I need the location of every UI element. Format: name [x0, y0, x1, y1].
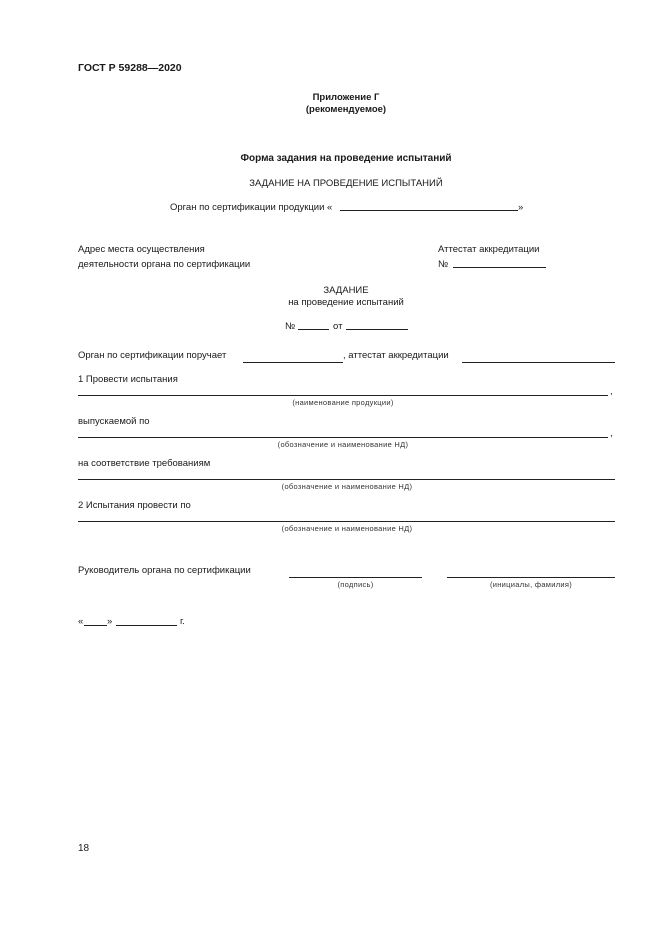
head-label: Руководитель органа по сертификации: [78, 565, 251, 576]
product-name-field[interactable]: [78, 395, 608, 396]
date-month-field[interactable]: [116, 625, 177, 626]
caption-product: (наименование продукции): [292, 398, 394, 407]
instructs-attestat-label: , аттестат аккредитации: [343, 350, 449, 361]
item1-label: 1 Провести испытания: [78, 374, 178, 385]
initials-field[interactable]: [447, 577, 615, 578]
organ-label: Орган по сертификации продукции «: [170, 202, 333, 213]
date-year-label: г.: [180, 616, 185, 627]
produced-by-comma: ,: [610, 428, 613, 439]
signature-field[interactable]: [289, 577, 422, 578]
caption-nd-3: (обозначение и наименование НД): [281, 524, 413, 533]
attestat-label: Аттестат аккредитации: [438, 244, 540, 255]
task-number-sign: №: [285, 321, 296, 332]
compliance-label: на соответствие требованиям: [78, 458, 211, 469]
caption-initials: (инициалы, фамилия): [489, 580, 573, 589]
task-number-field[interactable]: [298, 329, 329, 330]
instructs-label: Орган по сертификации поручает: [78, 350, 227, 361]
caption-nd-2: (обозначение и наименование НД): [281, 482, 413, 491]
compliance-nd-field[interactable]: [78, 479, 615, 480]
date-open-quote: «: [78, 616, 84, 627]
task-subtitle: на проведение испытаний: [288, 297, 404, 308]
appendix-subtitle: (рекомендуемое): [305, 104, 387, 115]
task-title: ЗАДАНИЕ: [323, 285, 369, 296]
attestat-number-sign: №: [438, 259, 449, 270]
form-heading: ЗАДАНИЕ НА ПРОВЕДЕНИЕ ИСПЫТАНИЙ: [249, 178, 443, 189]
caption-signature: (подпись): [337, 580, 374, 589]
address-label-line1: Адрес места осуществления: [78, 244, 205, 255]
appendix-title: Приложение Г: [312, 92, 380, 103]
caption-nd-1: (обозначение и наименование НД): [277, 440, 409, 449]
organ-name-field[interactable]: [340, 210, 518, 211]
date-close-quote: »: [107, 616, 113, 627]
product-comma: ,: [610, 386, 613, 397]
item2-label: 2 Испытания провести по: [78, 500, 191, 511]
date-day-field[interactable]: [84, 625, 107, 626]
instructs-attestat-field[interactable]: [462, 362, 615, 363]
task-date-field[interactable]: [346, 329, 408, 330]
address-label-line2: деятельности органа по сертификации: [78, 259, 251, 270]
produced-by-label: выпускаемой по: [78, 416, 150, 427]
attestat-number-field[interactable]: [453, 267, 546, 268]
task-date-label: от: [333, 321, 343, 332]
organ-suffix: »: [518, 202, 524, 213]
test-method-nd-field[interactable]: [78, 521, 615, 522]
produced-by-nd-field[interactable]: [78, 437, 608, 438]
form-title: Форма задания на проведение испытаний: [240, 153, 452, 164]
testing-lab-field[interactable]: [243, 362, 343, 363]
standard-code: ГОСТ Р 59288—2020: [78, 62, 182, 74]
page-number: 18: [78, 843, 90, 854]
